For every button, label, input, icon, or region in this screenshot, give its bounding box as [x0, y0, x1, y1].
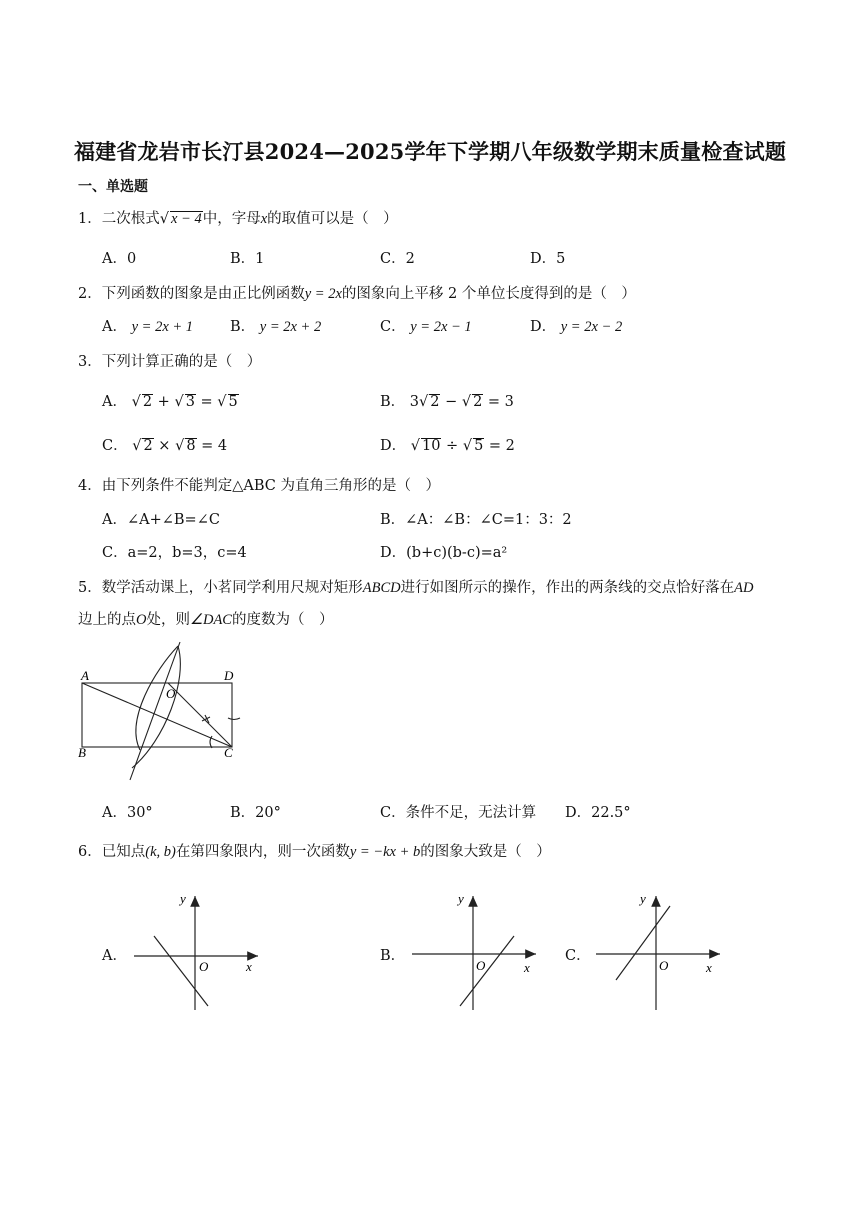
question-6-stem: 6．已知点(k, b)在第四象限内，则一次函数y = −kx + b的图象大致是（ ） — [78, 844, 551, 860]
q3-option-c[interactable]: C． √ 2 × √ 8 = 4 — [102, 438, 228, 454]
label-b: B — [78, 745, 86, 760]
q2-function: y = 2x — [304, 286, 342, 302]
q4-option-a[interactable]: A．∠A+∠B=∠C — [102, 512, 220, 528]
label-o: O — [166, 686, 176, 701]
q6-graph-a[interactable] — [130, 888, 270, 1013]
q6-option-c-label[interactable]: C． — [565, 948, 591, 964]
graph-line — [460, 936, 514, 1006]
q4-option-c[interactable]: C．a=2，b=3，c=4 — [102, 545, 247, 561]
q1-text-mid: 中，字母 — [202, 211, 261, 227]
q3-option-d-expr: √ 10 ÷ √ 5 = 2 — [410, 438, 515, 454]
q6-function: y = −kx + b — [349, 844, 421, 860]
q5-option-b[interactable]: B．20° — [230, 805, 281, 821]
sqrt-symbol: √ — [159, 211, 169, 227]
q1-option-b[interactable]: B．1 — [230, 251, 265, 267]
q3-option-a[interactable]: A． √ 2 + √ 3 = √ 5 — [102, 394, 238, 410]
q6-option-a-label[interactable]: A． — [102, 948, 127, 964]
line-oc — [168, 683, 232, 747]
q4-option-d[interactable]: D．(b+c)(b-c)=a² — [380, 545, 508, 561]
q2-option-a[interactable]: A． y = 2x + 1 — [102, 319, 194, 335]
q4-option-b[interactable]: B．∠A：∠B：∠C=1：3：2 — [380, 512, 572, 528]
origin-label: O — [476, 958, 486, 973]
x-axis-label: x — [706, 960, 712, 975]
q5-rectangle-figure — [70, 640, 250, 785]
x-axis-label: x — [246, 959, 252, 974]
label-c: C — [224, 745, 233, 760]
q6-graph-b[interactable] — [408, 888, 548, 1013]
origin-label: O — [199, 959, 209, 974]
q6-graph-c[interactable] — [592, 888, 732, 1013]
question-2-stem: 2．下列函数的图象是由正比例函数y = 2x的图象向上平移 2 个单位长度得到的是（ ） — [78, 286, 636, 302]
q3-option-d[interactable]: D． √ 10 ÷ √ 5 = 2 — [380, 438, 515, 454]
arc-mark-right — [228, 718, 240, 720]
q1-variable: x — [260, 211, 268, 227]
x-axis-label: x — [524, 960, 530, 975]
q6-option-b-label[interactable]: B． — [380, 948, 406, 964]
perpendicular-bisector — [130, 642, 180, 780]
label-a: A — [81, 668, 89, 683]
origin-label: O — [659, 958, 669, 973]
y-axis-label: y — [458, 891, 464, 906]
q1-radicand: x − 4 — [170, 211, 202, 227]
q6-point: (k, b) — [145, 844, 176, 860]
y-axis-label: y — [180, 891, 186, 906]
question-1-stem — [78, 207, 398, 228]
section-heading: 一、单选题 — [78, 179, 148, 195]
label-d: D — [224, 668, 234, 683]
q1-text-pre: 1．二次根式 — [78, 211, 160, 227]
question-5-line-2: 边上的点O处，则∠DAC的度数为（ ） — [78, 612, 334, 628]
y-axis-label: y — [640, 891, 646, 906]
page-title: 福建省龙岩市长汀县2024—2025学年下学期八年级数学期末质量检查试题 — [73, 139, 787, 164]
q1-text-post: 的取值可以是（ ） — [267, 211, 398, 227]
q5-option-a[interactable]: A．30° — [102, 805, 153, 821]
q3-option-b-expr: 3√ 2 − √ 2 = 3 — [409, 394, 514, 410]
q2-option-d[interactable]: D． y = 2x − 2 — [530, 319, 623, 335]
question-5-line-1: 5．数学活动课上，小茗同学利用尺规对矩形ABCD进行如图所示的操作，作出的两条线的交点恰好落在AD — [78, 580, 754, 596]
q2-option-b[interactable]: B． y = 2x + 2 — [230, 319, 322, 335]
q1-option-d[interactable]: D．5 — [530, 251, 566, 267]
q5-option-c[interactable]: C．条件不足，无法计算 — [380, 805, 537, 821]
q5-option-d[interactable]: D．22.5° — [565, 805, 631, 821]
q1-option-c[interactable]: C．2 — [380, 251, 415, 267]
arc-mark — [202, 715, 210, 723]
q1-option-a[interactable]: A．0 — [102, 251, 137, 267]
q2-option-c[interactable]: C． y = 2x − 1 — [380, 319, 472, 335]
question-4-stem: 4．由下列条件不能判定△ABC 为直角三角形的是（ ） — [78, 478, 440, 494]
q3-option-b[interactable]: B． 3√ 2 − √ 2 = 3 — [380, 394, 514, 410]
q3-option-a-expr: √ 2 + √ 3 = √ 5 — [131, 394, 238, 410]
question-3-stem: 3．下列计算正确的是（ ） — [78, 354, 262, 370]
q3-option-c-expr: √ 2 × √ 8 = 4 — [132, 438, 228, 454]
